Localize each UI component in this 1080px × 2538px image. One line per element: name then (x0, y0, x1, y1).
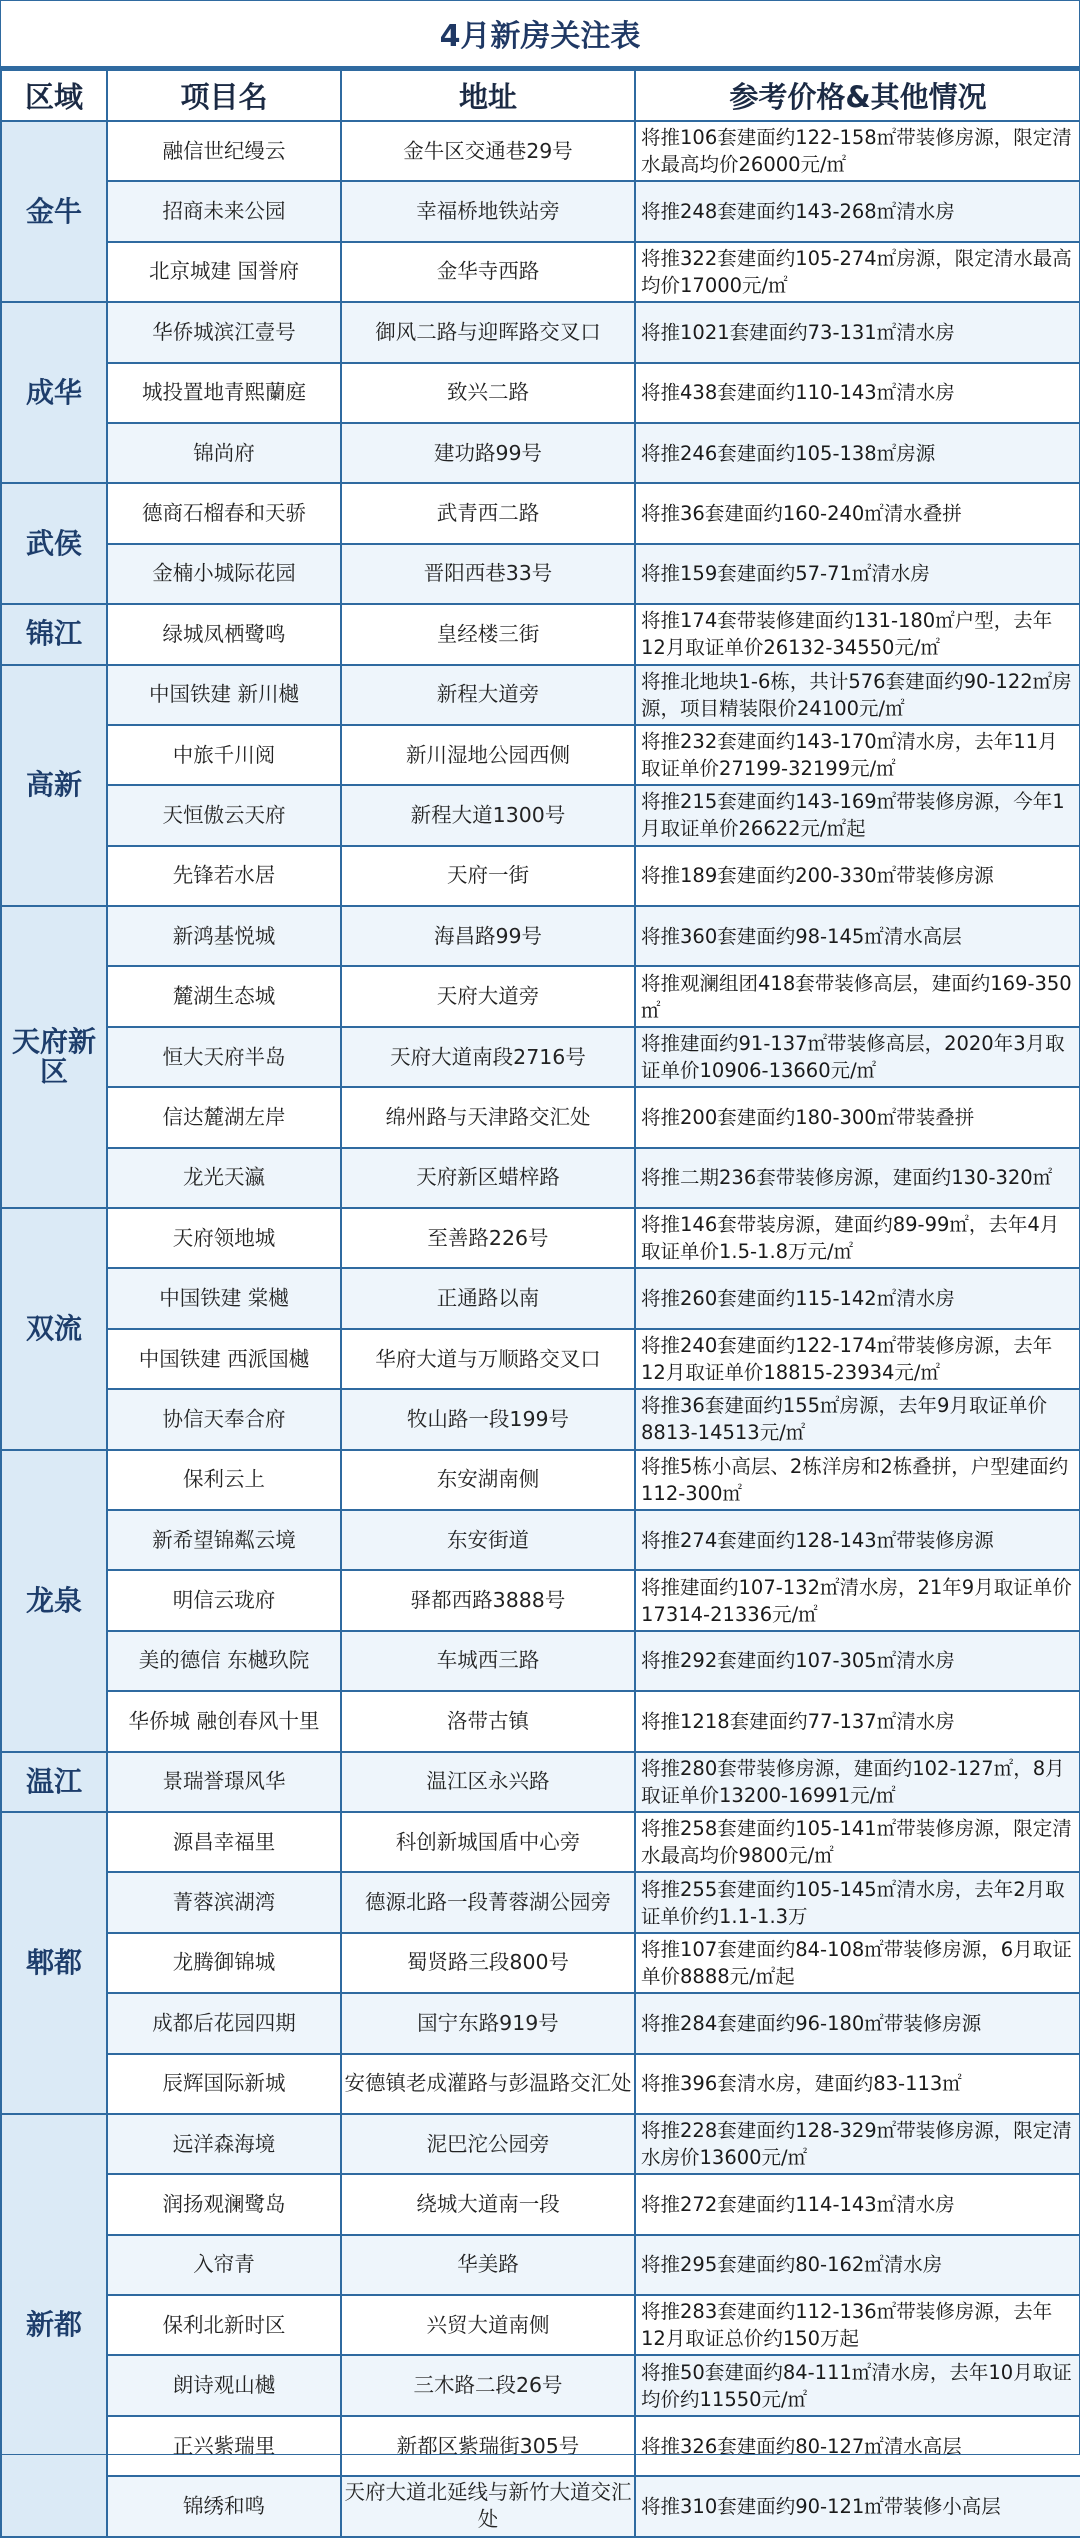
header-price-info: 参考价格&其他情况 (635, 70, 1080, 121)
table-row (1, 242, 1080, 302)
address-cell: 新川湿地公园西侧 (341, 725, 635, 785)
project-name-cell: 菁蓉滨湖湾 (107, 1872, 341, 1932)
address-cell: 驿都西路3888号 (341, 1570, 635, 1630)
table-row (1, 1450, 1080, 1510)
project-name-cell: 恒大天府半岛 (107, 1027, 341, 1087)
address-cell: 幸福桥地铁站旁 (341, 181, 635, 241)
region-cell: 郫都 (1, 1812, 107, 2114)
price-info-cell: 将推观澜组团418套带装修高层，建面约169-350㎡ (635, 966, 1080, 1026)
table-row (1, 1027, 1080, 1087)
table-row (1, 2054, 1080, 2114)
price-info-cell: 将推284套建面约96-180㎡带装修房源 (635, 1993, 1080, 2053)
address-cell: 绕城大道南一段 (341, 2174, 635, 2234)
price-info-cell: 将推272套建面约114-143㎡清水房 (635, 2174, 1080, 2234)
address-cell: 天府大道北延线与新竹大道交汇处 (341, 2476, 635, 2536)
price-info-cell: 将推107套建面约84-108㎡带装修房源，6月取证单价8888元/㎡起 (635, 1933, 1080, 1993)
price-info-cell: 将推360套建面约98-145㎡清水高层 (635, 906, 1080, 966)
region-cell: 龙泉 (1, 1450, 107, 1752)
table-row (1, 1389, 1080, 1449)
price-info-cell: 将推260套建面约115-142㎡清水房 (635, 1268, 1080, 1328)
table-row (1, 906, 1080, 966)
project-name-cell: 龙腾御锦城 (107, 1933, 341, 1993)
project-name-cell: 景瑞誉璟风华 (107, 1752, 341, 1812)
price-info-cell: 将推240套建面约122-174㎡带装修房源，去年12月取证单价18815-23934元/㎡ (635, 1329, 1080, 1389)
table-row (1, 1208, 1080, 1268)
table-row (1, 846, 1080, 906)
table-row (1, 1510, 1080, 1570)
table-row (1, 544, 1080, 604)
table-row (1, 604, 1080, 664)
address-cell: 泥巴沱公园旁 (341, 2114, 635, 2174)
price-info-cell: 将推280套带装修房源，建面约102-127㎡，8月取证单价13200-16991元/㎡ (635, 1752, 1080, 1812)
price-info-cell: 将推建面约107-132㎡清水房，21年9月取证单价17314-21336元/㎡ (635, 1570, 1080, 1630)
price-info-cell: 将推二期236套带装修房源，建面约130-320㎡ (635, 1148, 1080, 1208)
table-row (1, 966, 1080, 1026)
table-row (1, 1329, 1080, 1389)
project-name-cell: 天府领地城 (107, 1208, 341, 1268)
address-cell: 安德镇老成灌路与彭温路交汇处 (341, 2054, 635, 2114)
table-title: 4月新房关注表 (0, 0, 1080, 69)
project-name-cell: 金楠小城际花园 (107, 544, 341, 604)
table-row (1, 2416, 1080, 2476)
table-row (1, 2235, 1080, 2295)
price-info-cell: 将推215套建面约143-169㎡带装修房源，今年1月取证单价26622元/㎡起 (635, 785, 1080, 845)
project-name-cell: 润扬观澜鹭岛 (107, 2174, 341, 2234)
table-row (1, 2355, 1080, 2415)
project-name-cell: 新希望锦粼云境 (107, 1510, 341, 1570)
project-name-cell: 天恒傲云天府 (107, 785, 341, 845)
table-row (1, 665, 1080, 725)
project-name-cell: 辰辉国际新城 (107, 2054, 341, 2114)
address-cell: 德源北路一段菁蓉湖公园旁 (341, 1872, 635, 1932)
project-name-cell: 绿城凤栖鹭鸣 (107, 604, 341, 664)
address-cell: 科创新城国盾中心旁 (341, 1812, 635, 1872)
project-name-cell: 美的德信 东樾玖院 (107, 1631, 341, 1691)
price-info-cell: 将推274套建面约128-143㎡带装修房源 (635, 1510, 1080, 1570)
address-cell: 金牛区交通巷29号 (341, 121, 635, 181)
project-name-cell: 保利云上 (107, 1450, 341, 1510)
price-info-cell: 将推106套建面约122-158㎡带装修房源，限定清水最高均价26000元/㎡ (635, 121, 1080, 181)
address-cell: 国宁东路919号 (341, 1993, 635, 2053)
price-info-cell: 将推326套建面约80-127㎡清水高层 (635, 2416, 1080, 2476)
address-cell: 东安街道 (341, 1510, 635, 1570)
table-row (1, 1872, 1080, 1932)
price-info-cell: 将推北地块1-6栋，共计576套建面约90-122㎡房源，项目精装限价24100元/㎡ (635, 665, 1080, 725)
new-homes-table (0, 69, 1080, 2538)
price-info-cell: 将推建面约91-137㎡带装修高层，2020年3月取证单价10906-13660元/㎡ (635, 1027, 1080, 1087)
address-cell: 武青西二路 (341, 483, 635, 543)
project-name-cell: 协信天奉合府 (107, 1389, 341, 1449)
table-row (1, 483, 1080, 543)
project-name-cell: 融信世纪缦云 (107, 121, 341, 181)
project-name-cell: 锦绣和鸣 (107, 2476, 341, 2536)
table-row (1, 302, 1080, 362)
price-info-cell: 将推232套建面约143-170㎡清水房，去年11月取证单价27199-32199元/㎡ (635, 725, 1080, 785)
price-info-cell: 将推1218套建面约77-137㎡清水房 (635, 1691, 1080, 1751)
address-cell: 三木路二段26号 (341, 2355, 635, 2415)
project-name-cell: 北京城建 国誉府 (107, 242, 341, 302)
price-info-cell: 将推438套建面约110-143㎡清水房 (635, 363, 1080, 423)
address-cell: 车城西三路 (341, 1631, 635, 1691)
address-cell: 皇经楼三街 (341, 604, 635, 664)
table-row (1, 1268, 1080, 1328)
project-name-cell: 正兴紫瑞里 (107, 2416, 341, 2476)
table-row (1, 1752, 1080, 1812)
region-cell: 武侯 (1, 483, 107, 604)
price-info-cell: 将推248套建面约143-268㎡清水房 (635, 181, 1080, 241)
table-row (1, 2174, 1080, 2234)
table-row (1, 2476, 1080, 2536)
price-info-cell: 将推50套建面约84-111㎡清水房，去年10月取证均价约11550元/㎡ (635, 2355, 1080, 2415)
table-row (1, 725, 1080, 785)
address-cell: 温江区永兴路 (341, 1752, 635, 1812)
table-row (1, 121, 1080, 181)
table-row (1, 1148, 1080, 1208)
price-info-cell: 将推174套带装修建面约131-180㎡户型，去年12月取证单价26132-34550元/㎡ (635, 604, 1080, 664)
region-cell: 成华 (1, 302, 107, 483)
price-info-cell: 将推258套建面约105-141㎡带装修房源，限定清水最高均价9800元/㎡ (635, 1812, 1080, 1872)
project-name-cell: 锦尚府 (107, 423, 341, 483)
project-name-cell: 中国铁建 西派国樾 (107, 1329, 341, 1389)
price-info-cell: 将推159套建面约57-71㎡清水房 (635, 544, 1080, 604)
project-name-cell: 成都后花园四期 (107, 1993, 341, 2053)
table-row (1, 1691, 1080, 1751)
project-name-cell: 中旅千川阅 (107, 725, 341, 785)
address-cell: 蜀贤路三段800号 (341, 1933, 635, 1993)
project-name-cell: 招商未来公园 (107, 181, 341, 241)
address-cell: 至善路226号 (341, 1208, 635, 1268)
header-row (1, 70, 1080, 121)
project-name-cell: 信达麓湖左岸 (107, 1087, 341, 1147)
price-info-cell: 将推1021套建面约73-131㎡清水房 (635, 302, 1080, 362)
project-name-cell: 华侨城滨江壹号 (107, 302, 341, 362)
address-cell: 海昌路99号 (341, 906, 635, 966)
region-cell: 高新 (1, 665, 107, 907)
price-info-cell: 将推189套建面约200-330㎡带装修房源 (635, 846, 1080, 906)
project-name-cell: 先锋若水居 (107, 846, 341, 906)
project-name-cell: 朗诗观山樾 (107, 2355, 341, 2415)
project-name-cell: 城投置地青熙蘭庭 (107, 363, 341, 423)
table-row (1, 1570, 1080, 1630)
project-name-cell: 麓湖生态城 (107, 966, 341, 1026)
header-project: 项目名 (107, 70, 341, 121)
table-row (1, 1993, 1080, 2053)
table-row (1, 2295, 1080, 2355)
address-cell: 致兴二路 (341, 363, 635, 423)
price-info-cell: 将推5栋小高层、2栋洋房和2栋叠拼，户型建面约112-300㎡ (635, 1450, 1080, 1510)
price-info-cell: 将推36套建面约160-240㎡清水叠拼 (635, 483, 1080, 543)
header-address: 地址 (341, 70, 635, 121)
address-cell: 新程大道旁 (341, 665, 635, 725)
region-cell: 温江 (1, 1752, 107, 1812)
region-cell: 双流 (1, 1208, 107, 1450)
address-cell: 兴贸大道南侧 (341, 2295, 635, 2355)
table-row (1, 1087, 1080, 1147)
region-cell: 锦江 (1, 604, 107, 664)
address-cell: 金华寺西路 (341, 242, 635, 302)
region-cell: 天府新区 (1, 906, 107, 1208)
table-row (1, 423, 1080, 483)
project-name-cell: 源昌幸福里 (107, 1812, 341, 1872)
address-cell: 天府大道南段2716号 (341, 1027, 635, 1087)
address-cell: 天府一街 (341, 846, 635, 906)
address-cell: 建功路99号 (341, 423, 635, 483)
address-cell: 正通路以南 (341, 1268, 635, 1328)
project-name-cell: 远洋森海境 (107, 2114, 341, 2174)
address-cell: 天府新区蜡梓路 (341, 1148, 635, 1208)
address-cell: 天府大道旁 (341, 966, 635, 1026)
table-row (1, 363, 1080, 423)
project-name-cell: 华侨城 融创春风十里 (107, 1691, 341, 1751)
project-name-cell: 龙光天瀛 (107, 1148, 341, 1208)
project-name-cell: 中国铁建 棠樾 (107, 1268, 341, 1328)
address-cell: 新都区紫瑞街305号 (341, 2416, 635, 2476)
address-cell: 东安湖南侧 (341, 1450, 635, 1510)
price-info-cell: 将推228套建面约128-329㎡带装修房源，限定清水房价13600元/㎡ (635, 2114, 1080, 2174)
address-cell: 华府大道与万顺路交叉口 (341, 1329, 635, 1389)
price-info-cell: 将推396套清水房，建面约83-113㎡ (635, 2054, 1080, 2114)
project-name-cell: 德商石榴春和天骄 (107, 483, 341, 543)
address-cell: 绵州路与天津路交汇处 (341, 1087, 635, 1147)
table-row (1, 1933, 1080, 1993)
table-row (1, 1812, 1080, 1872)
address-cell: 晋阳西巷33号 (341, 544, 635, 604)
table-body (1, 121, 1080, 2537)
address-cell: 新程大道1300号 (341, 785, 635, 845)
address-cell: 御风二路与迎晖路交叉口 (341, 302, 635, 362)
region-cell: 新都 (1, 2114, 107, 2537)
table-row (1, 785, 1080, 845)
project-name-cell: 新鸿基悦城 (107, 906, 341, 966)
table-row (1, 2114, 1080, 2174)
price-info-cell: 将推246套建面约105-138㎡房源 (635, 423, 1080, 483)
address-cell: 华美路 (341, 2235, 635, 2295)
table-row (1, 181, 1080, 241)
address-cell: 牧山路一段199号 (341, 1389, 635, 1449)
price-info-cell: 将推295套建面约80-162㎡清水房 (635, 2235, 1080, 2295)
price-info-cell: 将推283套建面约112-136㎡带装修房源，去年12月取证总价约150万起 (635, 2295, 1080, 2355)
project-name-cell: 保利北新时区 (107, 2295, 341, 2355)
header-region: 区域 (1, 70, 107, 121)
price-info-cell: 将推36套建面约155㎡房源，去年9月取证单价8813-14513元/㎡ (635, 1389, 1080, 1449)
table-row (1, 1631, 1080, 1691)
project-name-cell: 入帘青 (107, 2235, 341, 2295)
price-info-cell: 将推310套建面约90-121㎡带装修小高层 (635, 2476, 1080, 2536)
price-info-cell: 将推200套建面约180-300㎡带装叠拼 (635, 1087, 1080, 1147)
price-info-cell: 将推146套带装房源，建面约89-99㎡，去年4月取证单价1.5-1.8万元/㎡ (635, 1208, 1080, 1268)
price-info-cell: 将推292套建面约107-305㎡清水房 (635, 1631, 1080, 1691)
region-cell: 金牛 (1, 121, 107, 302)
price-info-cell: 将推255套建面约105-145㎡清水房，去年2月取证单价约1.1-1.3万 (635, 1872, 1080, 1932)
address-cell: 洛带古镇 (341, 1691, 635, 1751)
project-name-cell: 明信云珑府 (107, 1570, 341, 1630)
price-info-cell: 将推322套建面约105-274㎡房源，限定清水最高均价17000元/㎡ (635, 242, 1080, 302)
project-name-cell: 中国铁建 新川樾 (107, 665, 341, 725)
